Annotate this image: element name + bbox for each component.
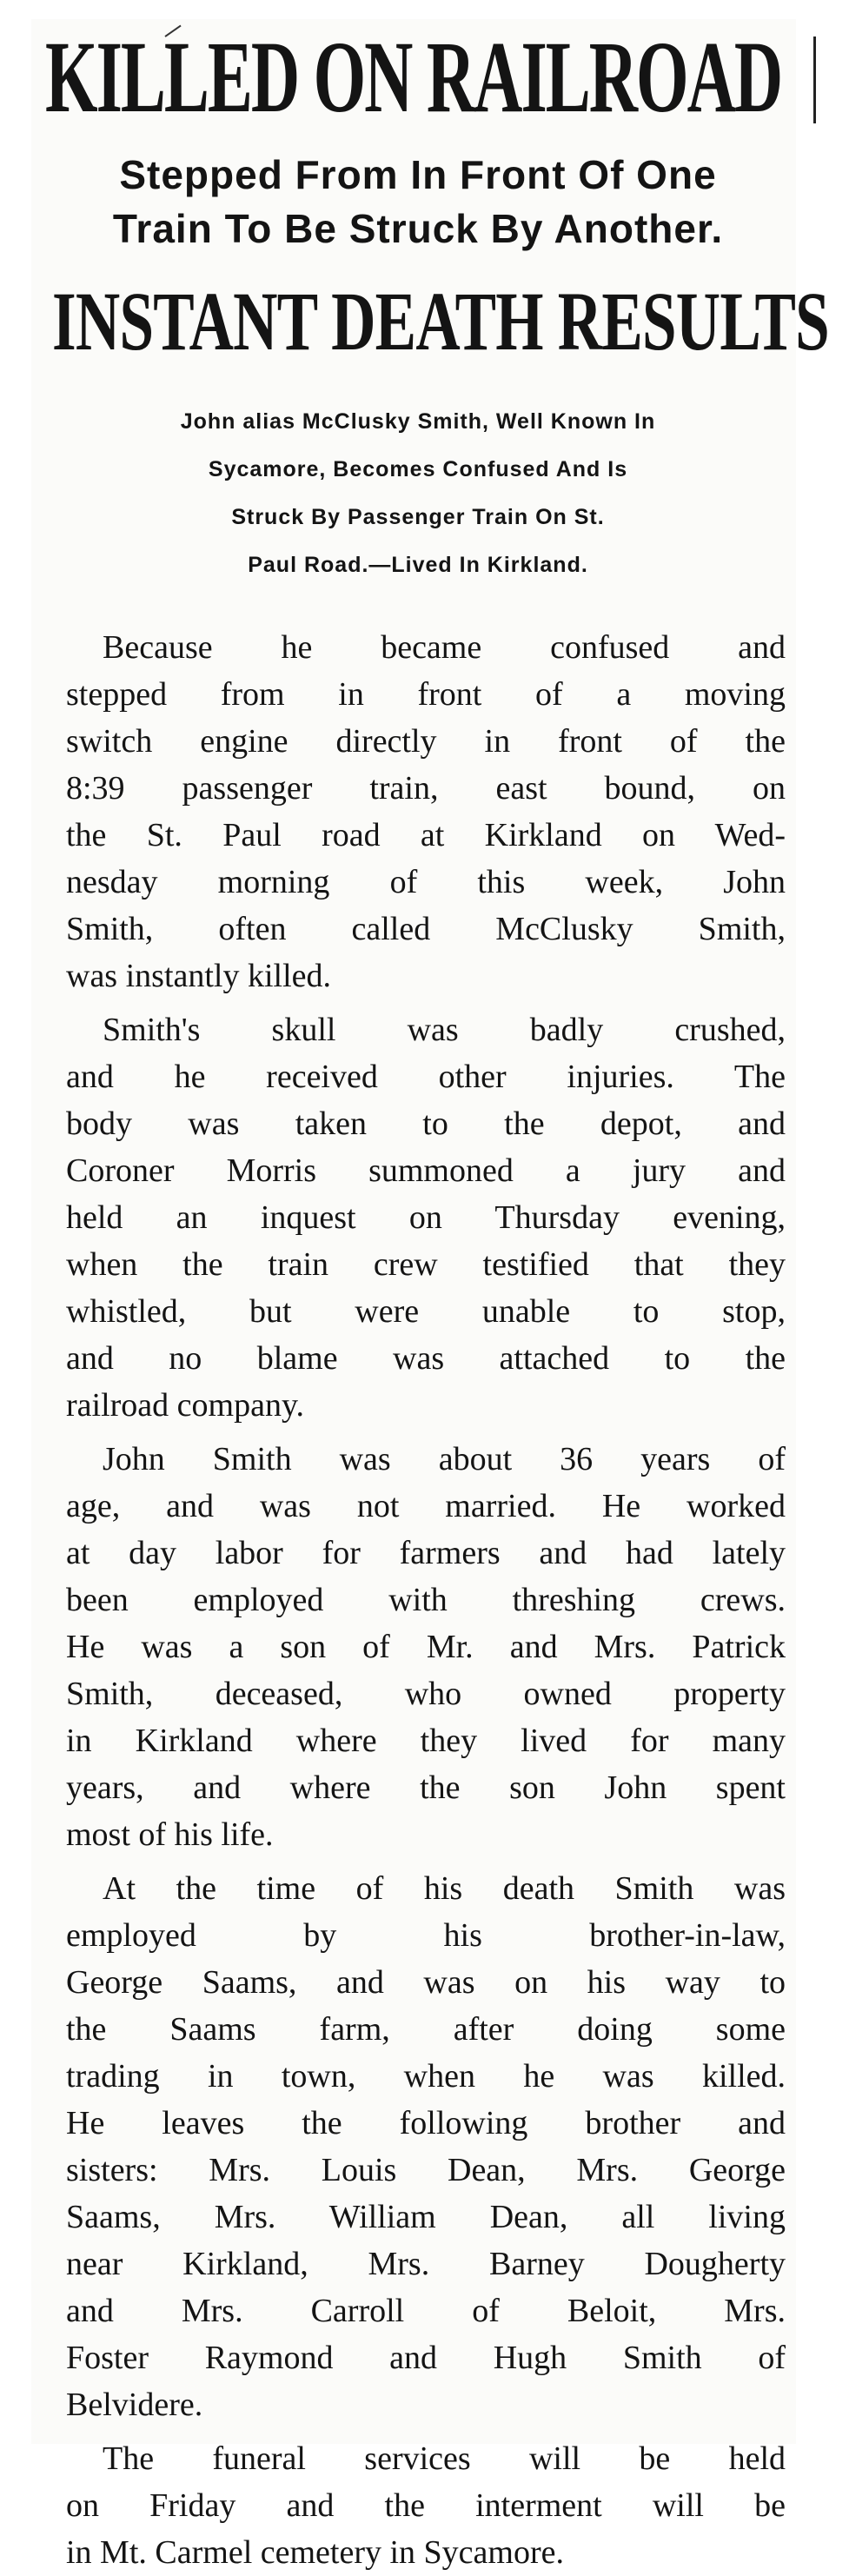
article-line: and he received other injuries. The (66, 1059, 786, 1095)
article-line: Belvidere. (66, 2387, 203, 2423)
article-line: the St. Paul road at Kirkland on Wed- (66, 817, 786, 853)
article-line: trading in town, when he was killed. (66, 2058, 786, 2095)
subdeck-line: Struck By Passenger Train On St. (231, 505, 605, 529)
article-line: Foster Raymond and Hugh Smith of (66, 2340, 786, 2376)
article-line: and no blame was attached to the (66, 1340, 786, 1377)
article-line: held an inquest on Thursday evening, (66, 1199, 786, 1236)
column-rule (813, 37, 816, 123)
article-line: railroad company. (66, 1387, 304, 1424)
headline: KILLED ON RAILROAD (45, 20, 782, 134)
article-line: was instantly killed. (66, 958, 332, 994)
article-paragraph (66, 1865, 786, 2428)
article-line: Because he became confused and (103, 629, 786, 666)
article-line: years, and where the son John spent (66, 1769, 786, 1806)
article-line: near Kirkland, Mrs. Barney Dougherty (66, 2246, 786, 2282)
article-body (66, 624, 786, 2576)
article-line: Saams, Mrs. William Dean, all living (66, 2199, 786, 2235)
article-line: at day labor for farmers and had lately (66, 1535, 786, 1571)
article-line: Smith's skull was badly crushed, (103, 1012, 786, 1048)
article-line: most of his life. (66, 1816, 274, 1853)
deck-line: Train To Be Struck By Another. (112, 206, 724, 251)
article-line: nesday morning of this week, John (66, 864, 786, 900)
subdeck-line: Sycamore, Becomes Confused And Is (208, 457, 628, 481)
article-line: in Kirkland where they lived for many (66, 1723, 786, 1759)
secondary-headline: INSTANT DEATH RESULTS (52, 275, 829, 368)
article-line: Smith, deceased, who owned property (66, 1676, 786, 1712)
article-line: the Saams farm, after doing some (66, 2011, 786, 2048)
article-line: Smith, often called McClusky Smith, (66, 911, 786, 947)
deck (45, 148, 791, 256)
article-line: when the train crew testified that they (66, 1246, 786, 1283)
article-line: 8:39 passenger train, east bound, on (66, 770, 786, 807)
article-line: sisters: Mrs. Louis Dean, Mrs. George (66, 2152, 786, 2188)
article-paragraph (66, 2435, 786, 2576)
article-line: Coroner Morris summoned a jury and (66, 1152, 786, 1189)
article-line: and Mrs. Carroll of Beloit, Mrs. (66, 2293, 786, 2329)
article-line: age, and was not married. He worked (66, 1488, 786, 1524)
article-line: John Smith was about 36 years of (103, 1441, 786, 1477)
article-line: switch engine directly in front of the (66, 723, 786, 760)
article-line: George Saams, and was on his way to (66, 1964, 786, 2001)
article-paragraph (66, 1006, 786, 1429)
article-line: whistled, but were unable to stop, (66, 1293, 786, 1330)
article-line: employed by his brother-in-law, (66, 1917, 786, 1954)
article-line: He was a son of Mr. and Mrs. Patrick (66, 1629, 786, 1665)
subdeck-line: Paul Road.—Lived In Kirkland. (248, 553, 588, 577)
subdeck-line: John alias McClusky Smith, Well Known In (180, 409, 656, 434)
article-paragraph (66, 624, 786, 999)
article-line: on Friday and the interment will be (66, 2487, 786, 2524)
newspaper-clipping (31, 19, 829, 2571)
article-paragraph (66, 1436, 786, 1858)
article-line: stepped from in front of a moving (66, 676, 786, 713)
article-line: The funeral services will be held (103, 2440, 786, 2477)
subdeck (54, 398, 782, 589)
deck-line: Stepped From In Front Of One (119, 152, 717, 197)
article-line: in Mt. Carmel cemetery in Sycamore. (66, 2534, 564, 2571)
article-line: He leaves the following brother and (66, 2105, 786, 2141)
article-line: body was taken to the depot, and (66, 1105, 786, 1142)
article-line: been employed with threshing crews. (66, 1582, 786, 1618)
article-line: At the time of his death Smith was (103, 1870, 786, 1907)
